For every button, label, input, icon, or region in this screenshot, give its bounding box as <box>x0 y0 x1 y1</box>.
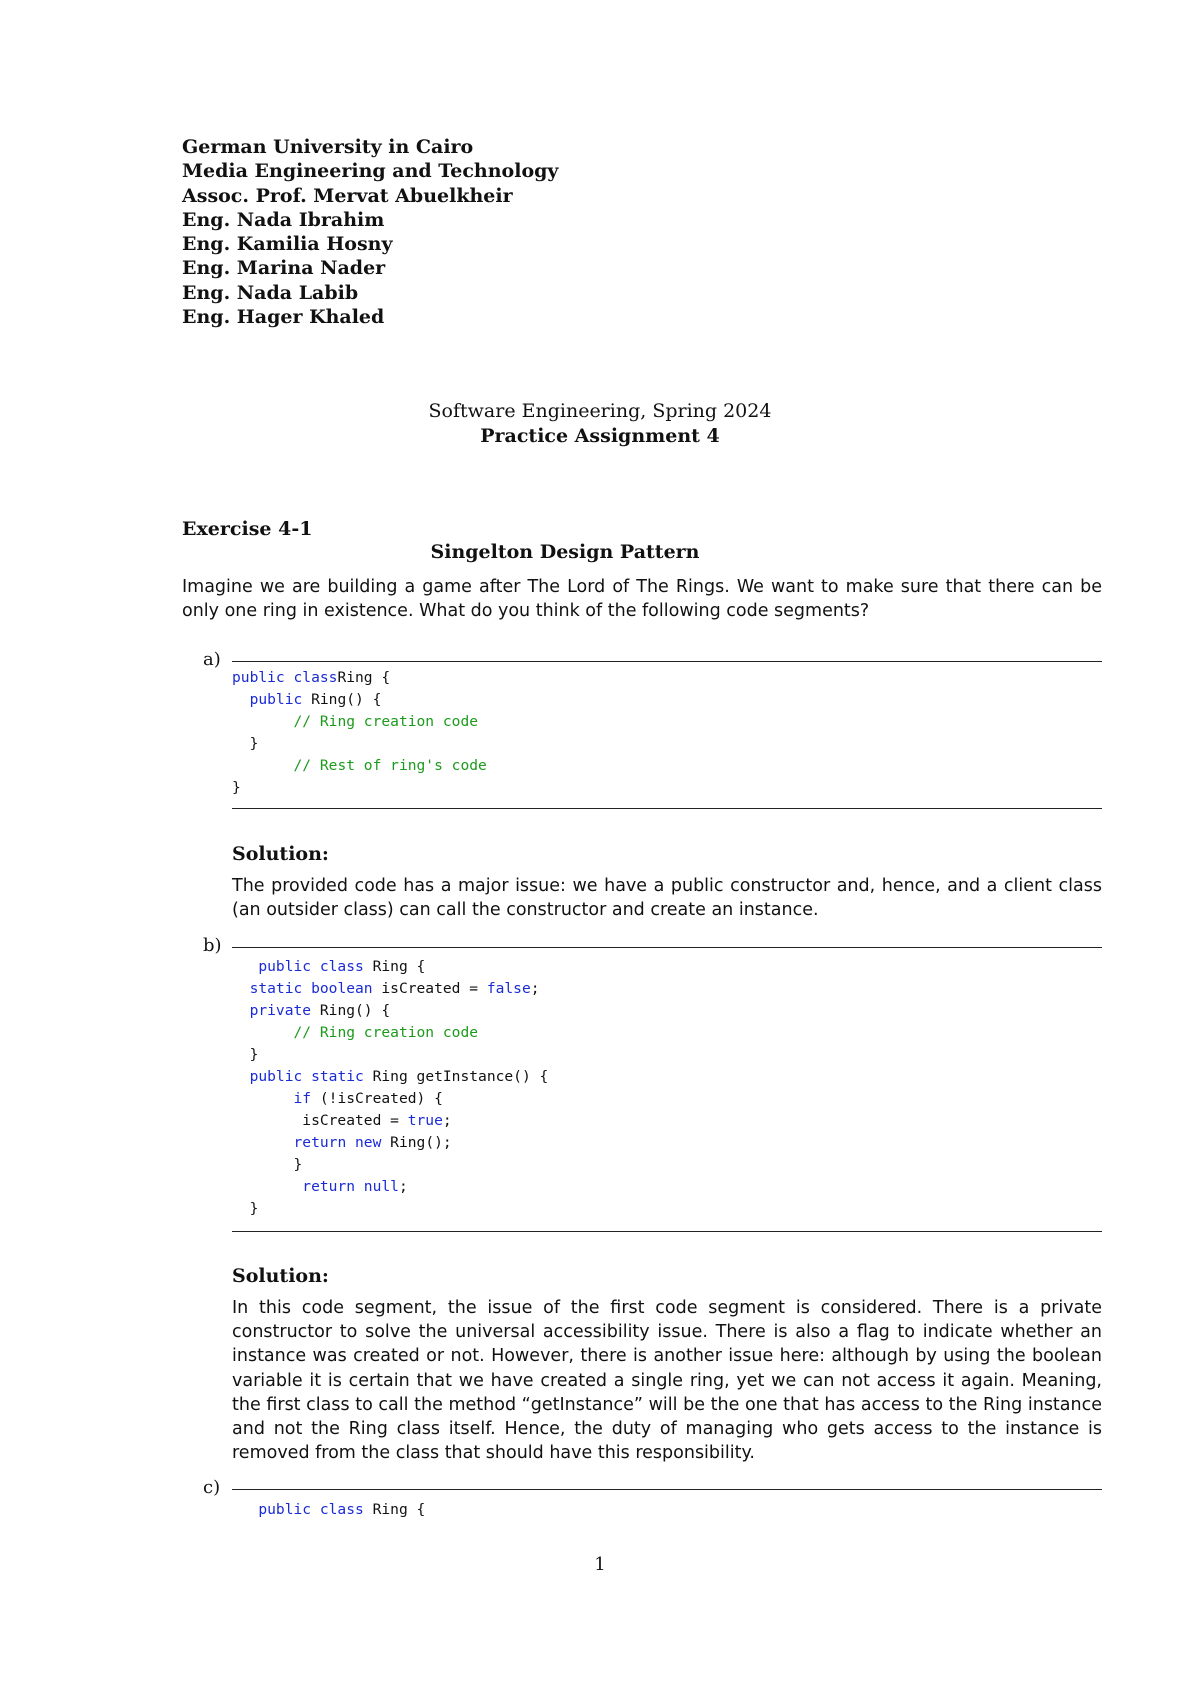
solution-title-b: Solution: <box>232 1265 329 1287</box>
code-text: Ring getInstance() { <box>363 1068 549 1085</box>
code-text <box>232 958 258 975</box>
course-heading <box>0 399 1200 449</box>
header-line: Assoc. Prof. Mervat Abuelkheir <box>182 184 513 207</box>
code-comment: // Ring creation code <box>293 1024 479 1041</box>
code-text <box>232 713 294 730</box>
code-text: Ring() { <box>311 1002 391 1019</box>
exercise-intro: Imagine we are building a game after The Lord of The Rings. We want to make sure that there can be only one ring in existence. What do you think of the following code segments? <box>182 577 1102 621</box>
code-top-rule <box>232 661 1102 662</box>
code-keyword: private <box>249 1002 312 1019</box>
code-text: ; <box>398 1178 408 1195</box>
code-comment: // Ring creation code <box>293 713 479 730</box>
code-text <box>232 691 250 708</box>
code-text: Ring() { <box>302 691 382 708</box>
code-text: } <box>232 1156 303 1173</box>
code-line <box>232 777 487 799</box>
code-text <box>232 1002 250 1019</box>
code-keyword: public class <box>258 1501 364 1518</box>
code-keyword: return new <box>293 1134 382 1151</box>
page-number: 1 <box>594 1554 606 1575</box>
code-text: Ring { <box>337 669 391 686</box>
code-line <box>232 1088 548 1110</box>
solution-text-b: In this code segment, the issue of the first code segment is considered. There is a private constructor to solve the universal accessibility issue. There is also a flag to indicate whether an instance was created or not. However, there is another issue here: although by using the boolean variable it is certain that we have created a single ring, yet we can not access it again. Meaning, the first class to call the method “getInstance” will be the one that has access to the Ring instance and not the Ring class itself. Hence, the duty of managing who gets access to the instance is removed from the class that should have this responsibility. <box>232 1298 1102 1464</box>
code-bottom-rule <box>232 1231 1102 1232</box>
code-keyword: public static <box>249 1068 364 1085</box>
code-bottom-rule <box>232 808 1102 809</box>
code-line <box>232 1000 548 1022</box>
header-line: Eng. Hager Khaled <box>182 306 385 329</box>
code-text: isCreated = <box>372 980 487 997</box>
code-text: } <box>232 1200 259 1217</box>
code-line <box>232 956 548 978</box>
code-text <box>232 1134 294 1151</box>
assignment-title: Practice Assignment 4 <box>480 425 720 447</box>
code-text <box>232 757 294 774</box>
code-text <box>232 1090 294 1107</box>
code-comment: // Rest of ring's code <box>293 757 487 774</box>
code-line <box>232 689 487 711</box>
code-keyword: static boolean <box>249 980 373 997</box>
code-line <box>232 978 548 1000</box>
code-keyword: public class <box>232 669 338 686</box>
code-text: } <box>232 735 259 752</box>
code-line <box>232 1044 548 1066</box>
code-text: (!isCreated) { <box>311 1090 443 1107</box>
course-title: Software Engineering, Spring 2024 <box>428 400 772 422</box>
code-line <box>232 1499 425 1521</box>
code-keyword: return null <box>302 1178 399 1195</box>
header-line: Media Engineering and Technology <box>182 160 559 183</box>
header-line: Eng. Marina Nader <box>182 257 386 280</box>
code-block-c <box>232 1499 425 1521</box>
code-line <box>232 1176 548 1198</box>
code-line <box>232 1154 548 1176</box>
header-line: German University in Cairo <box>182 136 474 158</box>
code-keyword: public class <box>258 958 364 975</box>
code-keyword: if <box>293 1090 312 1107</box>
header-line: Eng. Kamilia Hosny <box>182 233 393 256</box>
solution-text-a: The provided code has a major issue: we have a public constructor and, hence, and a client class (an outsider class) can call the constructor and create an instance. <box>232 876 1102 921</box>
code-block-a <box>232 667 487 799</box>
item-label-b: b) <box>203 935 222 956</box>
code-top-rule <box>232 947 1102 948</box>
code-line <box>232 1198 548 1220</box>
code-line <box>232 1066 548 1088</box>
code-text: Ring(); <box>381 1134 452 1151</box>
code-text: } <box>232 1046 259 1063</box>
code-text <box>232 1501 258 1518</box>
code-keyword: true <box>407 1112 443 1129</box>
code-text: Ring { <box>363 1501 426 1518</box>
solution-title-a: Solution: <box>232 843 329 865</box>
exercise-title: Singelton Design Pattern <box>430 541 700 563</box>
code-line <box>232 667 487 689</box>
code-line <box>232 755 487 777</box>
header-line: Eng. Nada Ibrahim <box>182 208 385 231</box>
code-text <box>232 1178 302 1195</box>
code-text <box>232 1068 250 1085</box>
header-line: Eng. Nada Labib <box>182 281 359 304</box>
code-line <box>232 1022 548 1044</box>
code-text: Ring { <box>363 958 426 975</box>
code-top-rule <box>232 1489 1102 1490</box>
code-keyword: public <box>249 691 303 708</box>
code-line <box>232 1110 548 1132</box>
code-text: ; <box>530 980 540 997</box>
code-text <box>232 1024 294 1041</box>
code-text: isCreated = <box>232 1112 408 1129</box>
code-keyword: false <box>486 980 531 997</box>
item-label-a: a) <box>203 649 221 670</box>
code-line <box>232 733 487 755</box>
exercise-number: Exercise 4-1 <box>182 518 313 540</box>
code-text: ; <box>442 1112 452 1129</box>
code-block-b <box>232 956 548 1220</box>
code-line <box>232 1132 548 1154</box>
code-text: } <box>232 779 241 796</box>
author-block <box>182 135 558 329</box>
item-label-c: c) <box>203 1477 221 1498</box>
code-text <box>232 980 250 997</box>
code-line <box>232 711 487 733</box>
